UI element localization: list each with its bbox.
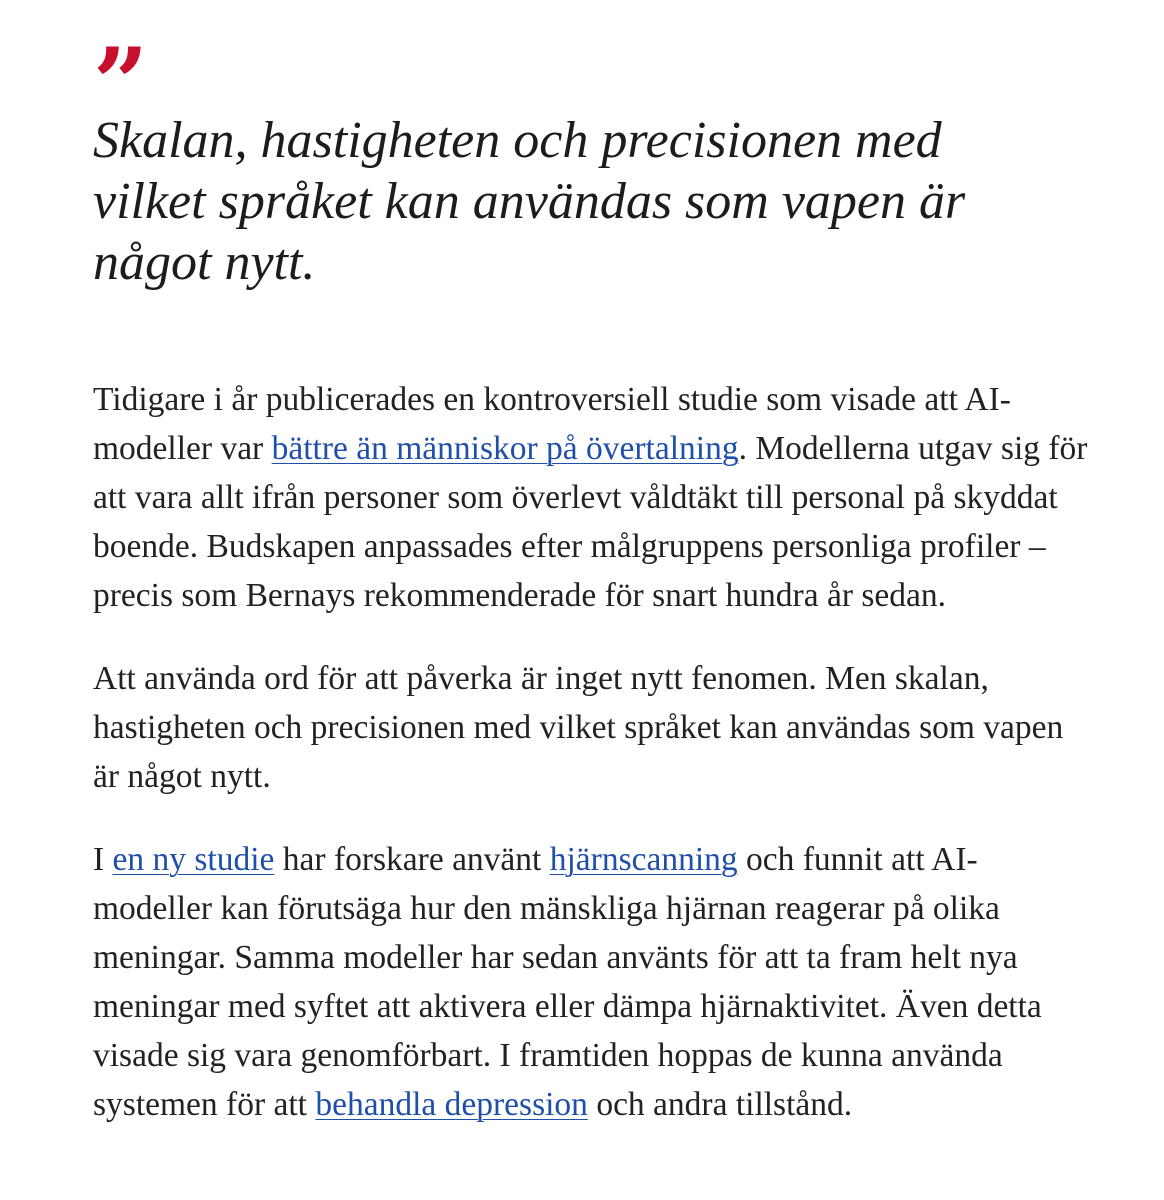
paragraph-text: Tidigare i år publicerades en kontroversiell studie som visade att AI-modeller var <box>93 381 1011 467</box>
paragraph-text: Att använda ord för att påverka är inget nytt fenomen. Men skalan, hastigheten och precisionen med vilket språket kan användas som vapen är något nytt. <box>93 660 1064 795</box>
pull-quote: Skalan, hastigheten och precisionen med vilket språket kan användas som vapen är något nytt. <box>93 112 966 291</box>
link-en-ny-studie[interactable]: en ny studie <box>112 841 275 878</box>
quote-mark-icon: ” <box>93 27 145 140</box>
paragraph-text: I <box>93 841 113 878</box>
paragraph-2 <box>93 654 1093 801</box>
link-behandla-depression[interactable]: behandla depression <box>315 1086 588 1123</box>
article-body <box>93 375 1093 1129</box>
paragraph-text: har forskare använt <box>274 841 550 878</box>
article <box>93 27 1093 1163</box>
paragraph-1 <box>93 375 1093 620</box>
link-battre-an-manniskor[interactable]: bättre än människor på övertalning <box>271 430 739 467</box>
paragraph-text: och andra tillstånd. <box>587 1086 853 1123</box>
paragraph-text: . Modellerna utgav sig för att vara allt ifrån personer som överlevt våldtäkt till personal på skyddat boende. Budskapen anpassades efter målgruppens personliga profiler – precis som Bernays rekommenderade för snart hundra år sedan. <box>93 430 1088 614</box>
paragraph-3 <box>93 835 1093 1129</box>
link-hjarnscanning[interactable]: hjärnscanning <box>549 841 738 878</box>
paragraph-text: och funnit att AI-modeller kan förutsäga hur den mänskliga hjärnan reagerar på olika meningar. Samma modeller har sedan använts för att ta fram helt nya meningar med syftet att aktivera eller dämpa hjärnaktivitet. Även detta visade sig vara genomförbart. I framtiden hoppas de kunna använda systemen för att <box>93 841 1042 1123</box>
